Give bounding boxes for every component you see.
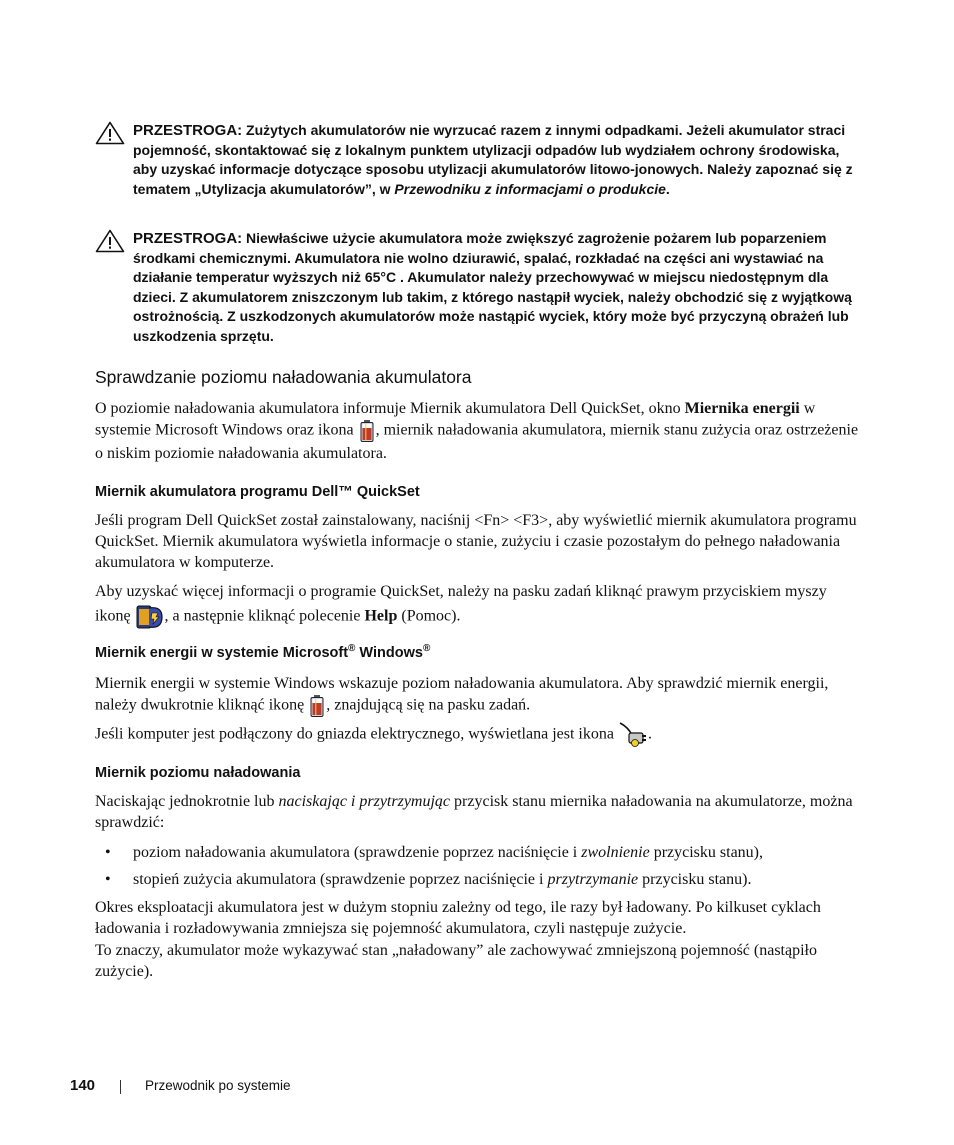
list-item: • stopień zużycia akumulatora (sprawdzenie poprzez naciśnięcie i przytrzymanie przycisku stanu). (105, 871, 752, 888)
list-item: • poziom naładowania akumulatora (sprawdzenie poprzez naciśnięcie i zwolnienie przycisku stanu), (105, 844, 763, 861)
footer-title: Przewodnik po systemie (145, 1078, 291, 1093)
quickset-paragraph-2: Aby uzyskać więcej informacji o programie QuickSet, należy na pasku zadań kliknąć prawym przyciskiem myszy ikonę , a następnie kliknąć polecenie Help (Pomoc). (95, 581, 865, 632)
section-title: Sprawdzanie poziomu naładowania akumulatora (95, 367, 472, 387)
caution-notice-fire (95, 229, 865, 346)
caution-notice-disposal (95, 121, 865, 199)
final-paragraph-1: Okres eksploatacji akumulatora jest w dużym stopniu zależny od tego, ile razy był ładowany. Po kilkuset cyklach ładowania i rozładowywania zmniejsza się pojemność akumulatora, czyli następuje zużycie. (95, 899, 821, 937)
final-paragraph-2: To znaczy, akumulator może wykazywać stan „naładowany” ale zachowywać zmniejszoną pojemność (nastąpiło zużycie). (95, 942, 817, 980)
ac-power-plug-icon (618, 721, 648, 749)
bullet-mark: • (105, 844, 111, 861)
intro-paragraph: O poziomie naładowania akumulatora informuje Miernik akumulatora Dell QuickSet, okno Miernika energii w systemie Microsoft Windows oraz ikona , miernik naładowania akumulatora, miernik stanu zużycia oraz ostrzeżenie o niskim poziomie naładowania akumulatora. (95, 400, 859, 462)
subheading-charge-gauge: Miernik poziomu naładowania (95, 765, 301, 781)
page-footer (70, 1077, 291, 1094)
subheading-quickset: Miernik akumulatora programu Dell™ QuickSet (95, 484, 420, 500)
windows-paragraph-2: Jeśli komputer jest podłączony do gniazda elektrycznego, wyświetlana jest ikona . (95, 721, 865, 749)
subheading-windows-power-meter: Miernik energii w systemie Microsoft® Windows® (95, 643, 431, 661)
quickset-paragraph-1: Jeśli program Dell QuickSet został zainstalowany, naciśnij <Fn> <F3>, aby wyświetlić miernik akumulatora programu QuickSet. Miernik akumulatora wyświetla informacje o stanie, zużyciu i czasie pozostałym do pełnego naładowania akumulatora w komputerze. (95, 512, 857, 571)
caution-text: PRZESTROGA: Niewłaściwe użycie akumulatora może zwiększyć zagrożenie pożarem lub poparzeniem środkami chemicznymi. Akumulatora nie wolno dziurawić, spalać, rozkładać na części ani wystawiać na działanie temperatur wyższych niż 65°C . Akumulator należy przechowywać w miejscu niedostępnym dla dzieci. Z akumulatorem zniszczonym lub takim, z którego nastąpił wyciek, należy obchodzić się z wyjątkową ostrożnością. Z uszkodzonych akumulatorów może nastąpić wyciek, który może być przyczyną obrażeń lub uszkodzenia sprzętu. (133, 230, 852, 344)
bullet-mark: • (105, 871, 111, 888)
caution-label: PRZESTROGA: (133, 230, 243, 247)
charge-paragraph: Naciskając jednokrotnie lub naciskając i przytrzymując przycisk stanu miernika naładowania na akumulatorze, można sprawdzić: (95, 793, 853, 831)
footer-divider (120, 1080, 121, 1094)
battery-gauge-icon (308, 694, 326, 718)
windows-paragraph-1: Miernik energii w systemie Windows wskazuje poziom naładowania akumulatora. Aby sprawdzić miernik energii, należy dwukrotnie kliknąć ikonę , znajdującą się na pasku zadań. (95, 673, 865, 718)
quickset-icon (135, 602, 165, 632)
warning-triangle-icon (95, 121, 125, 145)
caution-text: PRZESTROGA: Zużytych akumulatorów nie wyrzucać razem z innymi odpadkami. Jeżeli akumulator straci pojemność, skontaktować się z lokalnym punktem utylizacji odpadów lub wydziałem ochrony środowiska, aby uzyskać informacje dotyczące sposobu utylizacji akumulatorów litowo-jonowych. Należy zapoznać się z tematem „Utylizacja akumulatorów”, w Przewodniku z informacjami o produkcie. (133, 122, 853, 197)
caution-label: PRZESTROGA: (133, 122, 243, 139)
page-number: 140 (70, 1077, 96, 1094)
warning-triangle-icon (95, 229, 125, 253)
battery-gauge-icon (358, 419, 376, 443)
